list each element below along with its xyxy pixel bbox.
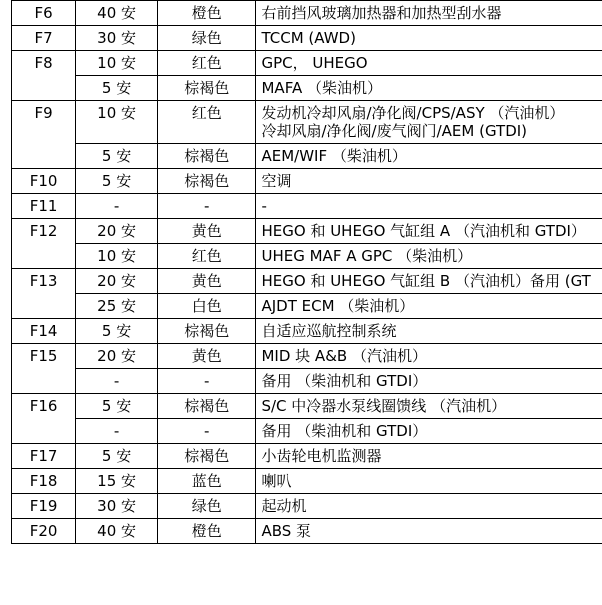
description-cell (256, 219, 602, 244)
fuse-id-cell: F18 (12, 469, 76, 494)
description-cell (256, 169, 602, 194)
fuse-color-cell: 黄色 (157, 219, 256, 244)
fuse-color-cell: 白色 (157, 294, 256, 319)
description-line: AJDT ECM （柴油机） (261, 297, 415, 315)
description-line: S/C 中冷器水泵线圈馈线 （汽油机） (261, 397, 507, 415)
description-cell (256, 76, 602, 101)
amperage-cell: 10 安 (76, 101, 158, 144)
fuse-color-cell: 棕褐色 (157, 76, 256, 101)
amperage-cell: 40 安 (76, 1, 158, 26)
fuse-id-cell: F14 (12, 319, 76, 344)
fuse-id-cell: F20 (12, 519, 76, 544)
description-line: 备用 （柴油机和 GTDI） (261, 422, 428, 440)
fuse-id-cell: F6 (12, 1, 76, 26)
fuse-color-cell: 棕褐色 (157, 169, 256, 194)
amperage-cell: 5 安 (76, 444, 158, 469)
description-cell (256, 51, 602, 76)
table-row (12, 469, 602, 494)
table-row (12, 1, 602, 26)
table-row (12, 369, 602, 394)
fuse-id-cell: F8 (12, 51, 76, 101)
table-row (12, 169, 602, 194)
amperage-cell: 5 安 (76, 76, 158, 101)
amperage-cell: 20 安 (76, 219, 158, 244)
fuse-color-cell: 棕褐色 (157, 144, 256, 169)
description-cell (256, 294, 602, 319)
description-line: TCCM (AWD) (261, 29, 356, 47)
description-line: 空调 (261, 172, 292, 190)
fuse-id-cell: F17 (12, 444, 76, 469)
amperage-cell: 20 安 (76, 269, 158, 294)
description-cell (256, 419, 602, 444)
description-line: HEGO 和 UHEGO 气缸组 A （汽油机和 GTDI） (261, 222, 586, 240)
description-line: 冷却风扇/净化阀/废气阀门/AEM (GTDI) (261, 122, 528, 140)
fuse-id-cell: F13 (12, 269, 76, 319)
table-row (12, 76, 602, 101)
table-row (12, 194, 602, 219)
table-row (12, 344, 602, 369)
table-row (12, 101, 602, 144)
description-line: GPC， UHEGO (261, 54, 368, 72)
description-line: 右前挡风玻璃加热器和加热型刮水器 (261, 4, 502, 22)
amperage-cell: 20 安 (76, 344, 158, 369)
description-cell (256, 1, 602, 26)
description-cell (256, 319, 602, 344)
amperage-cell: 5 安 (76, 394, 158, 419)
fuse-color-cell: 棕褐色 (157, 319, 256, 344)
amperage-cell: 10 安 (76, 51, 158, 76)
fuse-color-cell: 橙色 (157, 1, 256, 26)
fuse-table (11, 0, 602, 544)
amperage-cell: 25 安 (76, 294, 158, 319)
description-cell (256, 494, 602, 519)
fuse-color-cell: 黄色 (157, 269, 256, 294)
fuse-color-cell: 黄色 (157, 344, 256, 369)
table-row (12, 319, 602, 344)
fuse-color-cell: 绿色 (157, 494, 256, 519)
description-cell (256, 144, 602, 169)
amperage-cell: 30 安 (76, 26, 158, 51)
description-cell (256, 194, 602, 219)
description-line: 发动机冷却风扇/净化阀/CPS/ASY （汽油机） (261, 104, 565, 122)
description-cell (256, 444, 602, 469)
fuse-color-cell: 棕褐色 (157, 444, 256, 469)
fuse-color-cell: 橙色 (157, 519, 256, 544)
amperage-cell: 5 安 (76, 319, 158, 344)
description-line: ABS 泵 (261, 522, 312, 540)
fuse-id-cell: F16 (12, 394, 76, 444)
description-cell (256, 519, 602, 544)
fuse-color-cell: 红色 (157, 51, 256, 76)
fuse-id-cell: F12 (12, 219, 76, 269)
description-cell (256, 269, 602, 294)
description-cell (256, 344, 602, 369)
description-line: AEM/WIF （柴油机） (261, 147, 407, 165)
description-cell (256, 101, 602, 144)
table-row (12, 269, 602, 294)
fuse-color-cell: 棕褐色 (157, 394, 256, 419)
description-cell (256, 394, 602, 419)
description-line: 喇叭 (261, 472, 292, 490)
description-line: 起动机 (261, 497, 307, 515)
fuse-id-cell: F11 (12, 194, 76, 219)
table-row (12, 219, 602, 244)
fuse-color-cell: 红色 (157, 101, 256, 144)
fuse-color-cell: 红色 (157, 244, 256, 269)
table-row (12, 26, 602, 51)
amperage-cell: 10 安 (76, 244, 158, 269)
amperage-cell: 40 安 (76, 519, 158, 544)
amperage-cell: 15 安 (76, 469, 158, 494)
table-row (12, 51, 602, 76)
description-cell (256, 244, 602, 269)
table-row (12, 519, 602, 544)
fuse-color-cell: 绿色 (157, 26, 256, 51)
description-line: 自适应巡航控制系统 (261, 322, 397, 340)
fuse-color-cell: 蓝色 (157, 469, 256, 494)
amperage-cell: - (76, 369, 158, 394)
description-cell (256, 469, 602, 494)
amperage-cell: 5 安 (76, 169, 158, 194)
amperage-cell: - (76, 194, 158, 219)
table-row (12, 394, 602, 419)
description-line: 备用 （柴油机和 GTDI） (261, 372, 428, 390)
table-row (12, 494, 602, 519)
description-line: 小齿轮电机监测器 (261, 447, 382, 465)
fuse-color-cell: - (157, 369, 256, 394)
description-line: MID 块 A&B （汽油机） (261, 347, 427, 365)
fuse-id-cell: F19 (12, 494, 76, 519)
fuse-color-cell: - (157, 194, 256, 219)
description-cell (256, 369, 602, 394)
fuse-table-grid (11, 0, 602, 544)
table-row (12, 244, 602, 269)
description-cell (256, 26, 602, 51)
description-line: HEGO 和 UHEGO 气缸组 B （汽油机）备用 (GT (261, 272, 591, 290)
table-row (12, 144, 602, 169)
table-row (12, 294, 602, 319)
description-line: - (261, 197, 267, 215)
description-line: MAFA （柴油机） (261, 79, 382, 97)
table-row (12, 444, 602, 469)
fuse-id-cell: F7 (12, 26, 76, 51)
fuse-id-cell: F9 (12, 101, 76, 169)
fuse-color-cell: - (157, 419, 256, 444)
description-line: UHEG MAF A GPC （柴油机） (261, 247, 473, 265)
fuse-id-cell: F15 (12, 344, 76, 394)
amperage-cell: 30 安 (76, 494, 158, 519)
amperage-cell: - (76, 419, 158, 444)
fuse-id-cell: F10 (12, 169, 76, 194)
table-row (12, 419, 602, 444)
amperage-cell: 5 安 (76, 144, 158, 169)
